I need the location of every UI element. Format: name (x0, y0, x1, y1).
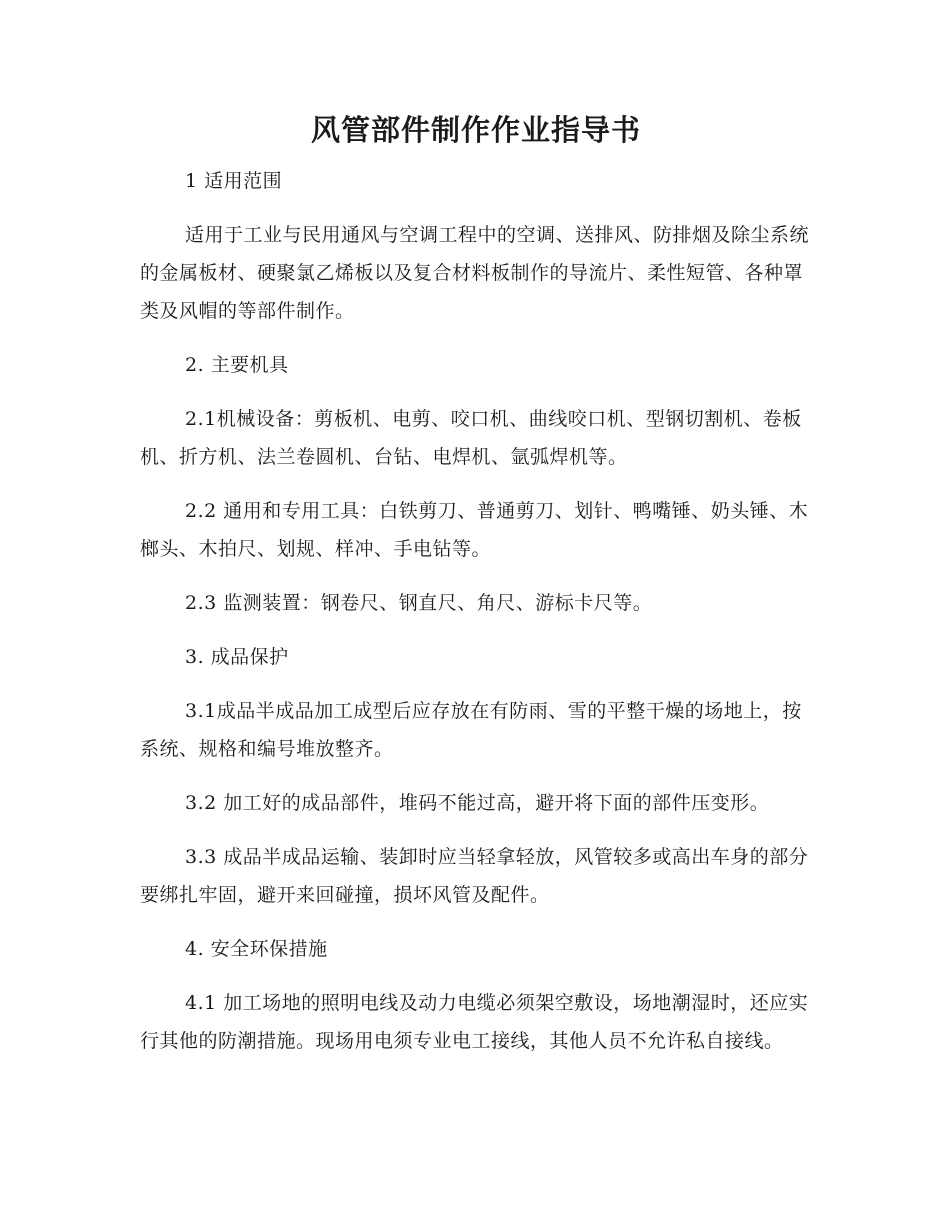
paragraph-measuring: 2.3 监测装置：钢卷尺、钢直尺、角尺、游标卡尺等。 (185, 592, 653, 614)
paragraph-electrical: 4.1 加工场地的照明电线及动力电缆必须架空敷设，场地潮湿时，还应实行其他的防潮措施。现场用电须专业电工接线，其他人员不允许私自接线。 (140, 992, 809, 1052)
section-heading-protection: 3. 成品保护 (185, 646, 289, 668)
paragraph-machinery: 2.1机械设备：剪板机、电剪、咬口机、曲线咬口机、型钢切割机、卷板机、折方机、法兰卷圆机、台钻、电焊机、氩弧焊机等。 (140, 408, 802, 468)
document-title: 风管部件制作作业指导书 (310, 113, 641, 147)
paragraph-hand-tools: 2.2 通用和专用工具：白铁剪刀、普通剪刀、划针、鸭嘴锤、奶头锤、木榔头、木拍尺、划规、样冲、手电钻等。 (140, 500, 809, 560)
section-heading-safety: 4. 安全环保措施 (185, 938, 328, 960)
paragraph-scope: 适用于工业与民用通风与空调工程中的空调、送排风、防排烟及除尘系统的金属板材、硬聚氯乙烯板以及复合材料板制作的导流片、柔性短管、各种罩类及风帽的等部件制作。 (140, 224, 810, 322)
document-page (140, 108, 812, 1076)
paragraph-stacking: 3.2 加工好的成品部件，堆码不能过高，避开将下面的部件压变形。 (185, 792, 770, 814)
paragraph-storage: 3.1成品半成品加工成型后应存放在有防雨、雪的平整干燥的场地上，按系统、规格和编号堆放整齐。 (140, 700, 802, 760)
section-heading-scope: 1 适用范围 (185, 170, 283, 192)
paragraph-transport: 3.3 成品半成品运输、装卸时应当轻拿轻放，风管较多或高出车身的部分要绑扎牢固，避开来回碰撞，损坏风管及配件。 (140, 846, 809, 906)
section-heading-tools: 2. 主要机具 (185, 354, 289, 376)
